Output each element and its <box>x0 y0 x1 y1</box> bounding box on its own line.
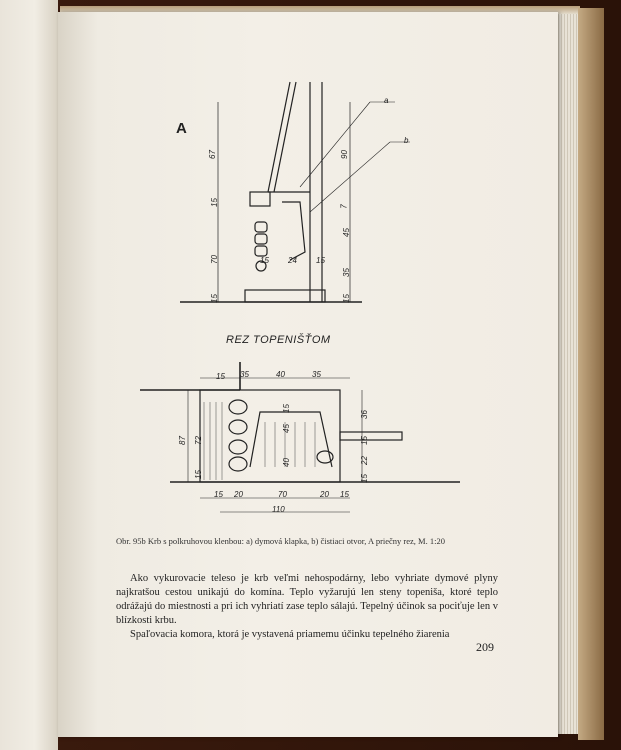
dim-plan-bottom-3: 70 <box>278 490 287 499</box>
flue-line-outer <box>268 82 290 192</box>
book-cover-edge <box>578 8 604 740</box>
firebox-outline <box>200 390 340 482</box>
dim-elev-right-2: 7 <box>339 204 349 209</box>
dim-elev-right-4: 35 <box>341 268 351 277</box>
dim-elev-left-1: 67 <box>207 150 217 159</box>
page-number: 209 <box>476 640 494 654</box>
dim-elev-inner-1: 15 <box>260 256 269 265</box>
dim-plan-inner-3: 40 <box>281 458 291 467</box>
flue-line-inner <box>274 82 296 192</box>
paragraph-1: Ako vykurovacie teleso je krb veľmi nehospodárny, lebo vyhriate dymové plyny najkratšou cestou unikajú do komína. Teplo vyžarujú len steny topeniša, ktoré teplo odrážajú do miestnosti a pri ich vyhriatí zase teplo sálajú. Tepelný účinok sa pociťuje len v blízkosti krbu. <box>116 573 498 626</box>
dim-plan-bottom-2: 20 <box>234 490 243 499</box>
dim-plan-left-3: 15 <box>193 470 203 479</box>
fireplace-drawing <box>100 62 520 542</box>
panel-label: A <box>176 120 187 137</box>
firebox-inner <box>250 412 332 467</box>
dim-elev-right-3: 45 <box>341 228 351 237</box>
dim-plan-right-4: 15 <box>359 474 369 483</box>
section-title: REZ TOPENIŠŤOM <box>226 334 331 346</box>
dim-plan-total: 110 <box>272 505 285 514</box>
dim-plan-right-1: 36 <box>359 410 369 419</box>
dim-plan-bottom-5: 15 <box>340 490 349 499</box>
dim-plan-top-3: 40 <box>276 370 285 379</box>
dim-plan-top-2: 35 <box>240 370 249 379</box>
dim-plan-bottom-4: 20 <box>320 490 329 499</box>
paragraph-2: Spaľovacia komora, ktorá je vystavená priamemu účinku tepelného žiarenia <box>130 629 450 640</box>
dim-plan-right-2: 15 <box>359 436 369 445</box>
dim-elev-left-3: 70 <box>209 255 219 264</box>
dim-elev-inner-3: 15 <box>316 256 325 265</box>
dim-elev-inner-2: 24 <box>288 256 297 265</box>
dim-elev-left-4: 15 <box>209 294 219 303</box>
dim-elev-right-5: 15 <box>341 294 351 303</box>
lintel-block <box>250 192 270 206</box>
dim-plan-top-4: 35 <box>312 370 321 379</box>
plan-side-wall <box>340 432 402 440</box>
dim-plan-bottom-1: 15 <box>214 490 223 499</box>
facing-page-strip <box>0 0 58 750</box>
body-text <box>116 572 498 642</box>
dim-plan-inner-1: 15 <box>281 404 291 413</box>
page-stack-edge <box>556 14 578 734</box>
leader-label-a: a <box>384 96 389 105</box>
dim-elev-right-1: 90 <box>339 150 349 159</box>
leader-label-b: b <box>404 136 409 145</box>
figure-caption: Obr. 95b Krb s polkruhovou klenbou: a) dymová klapka, b) čistiaci otvor, A priečny rez, M. 1:20 <box>116 536 445 546</box>
hearth-base <box>245 290 325 302</box>
dim-plan-left-1: 87 <box>177 436 187 445</box>
hearth-back-profile <box>282 202 305 260</box>
dim-plan-right-3: 22 <box>359 456 369 465</box>
dim-plan-inner-2: 45 <box>281 424 291 433</box>
dim-plan-top-1: 15 <box>216 372 225 381</box>
dim-elev-left-2: 15 <box>209 198 219 207</box>
dim-plan-left-2: 72 <box>193 436 203 445</box>
technical-figure <box>100 62 520 542</box>
